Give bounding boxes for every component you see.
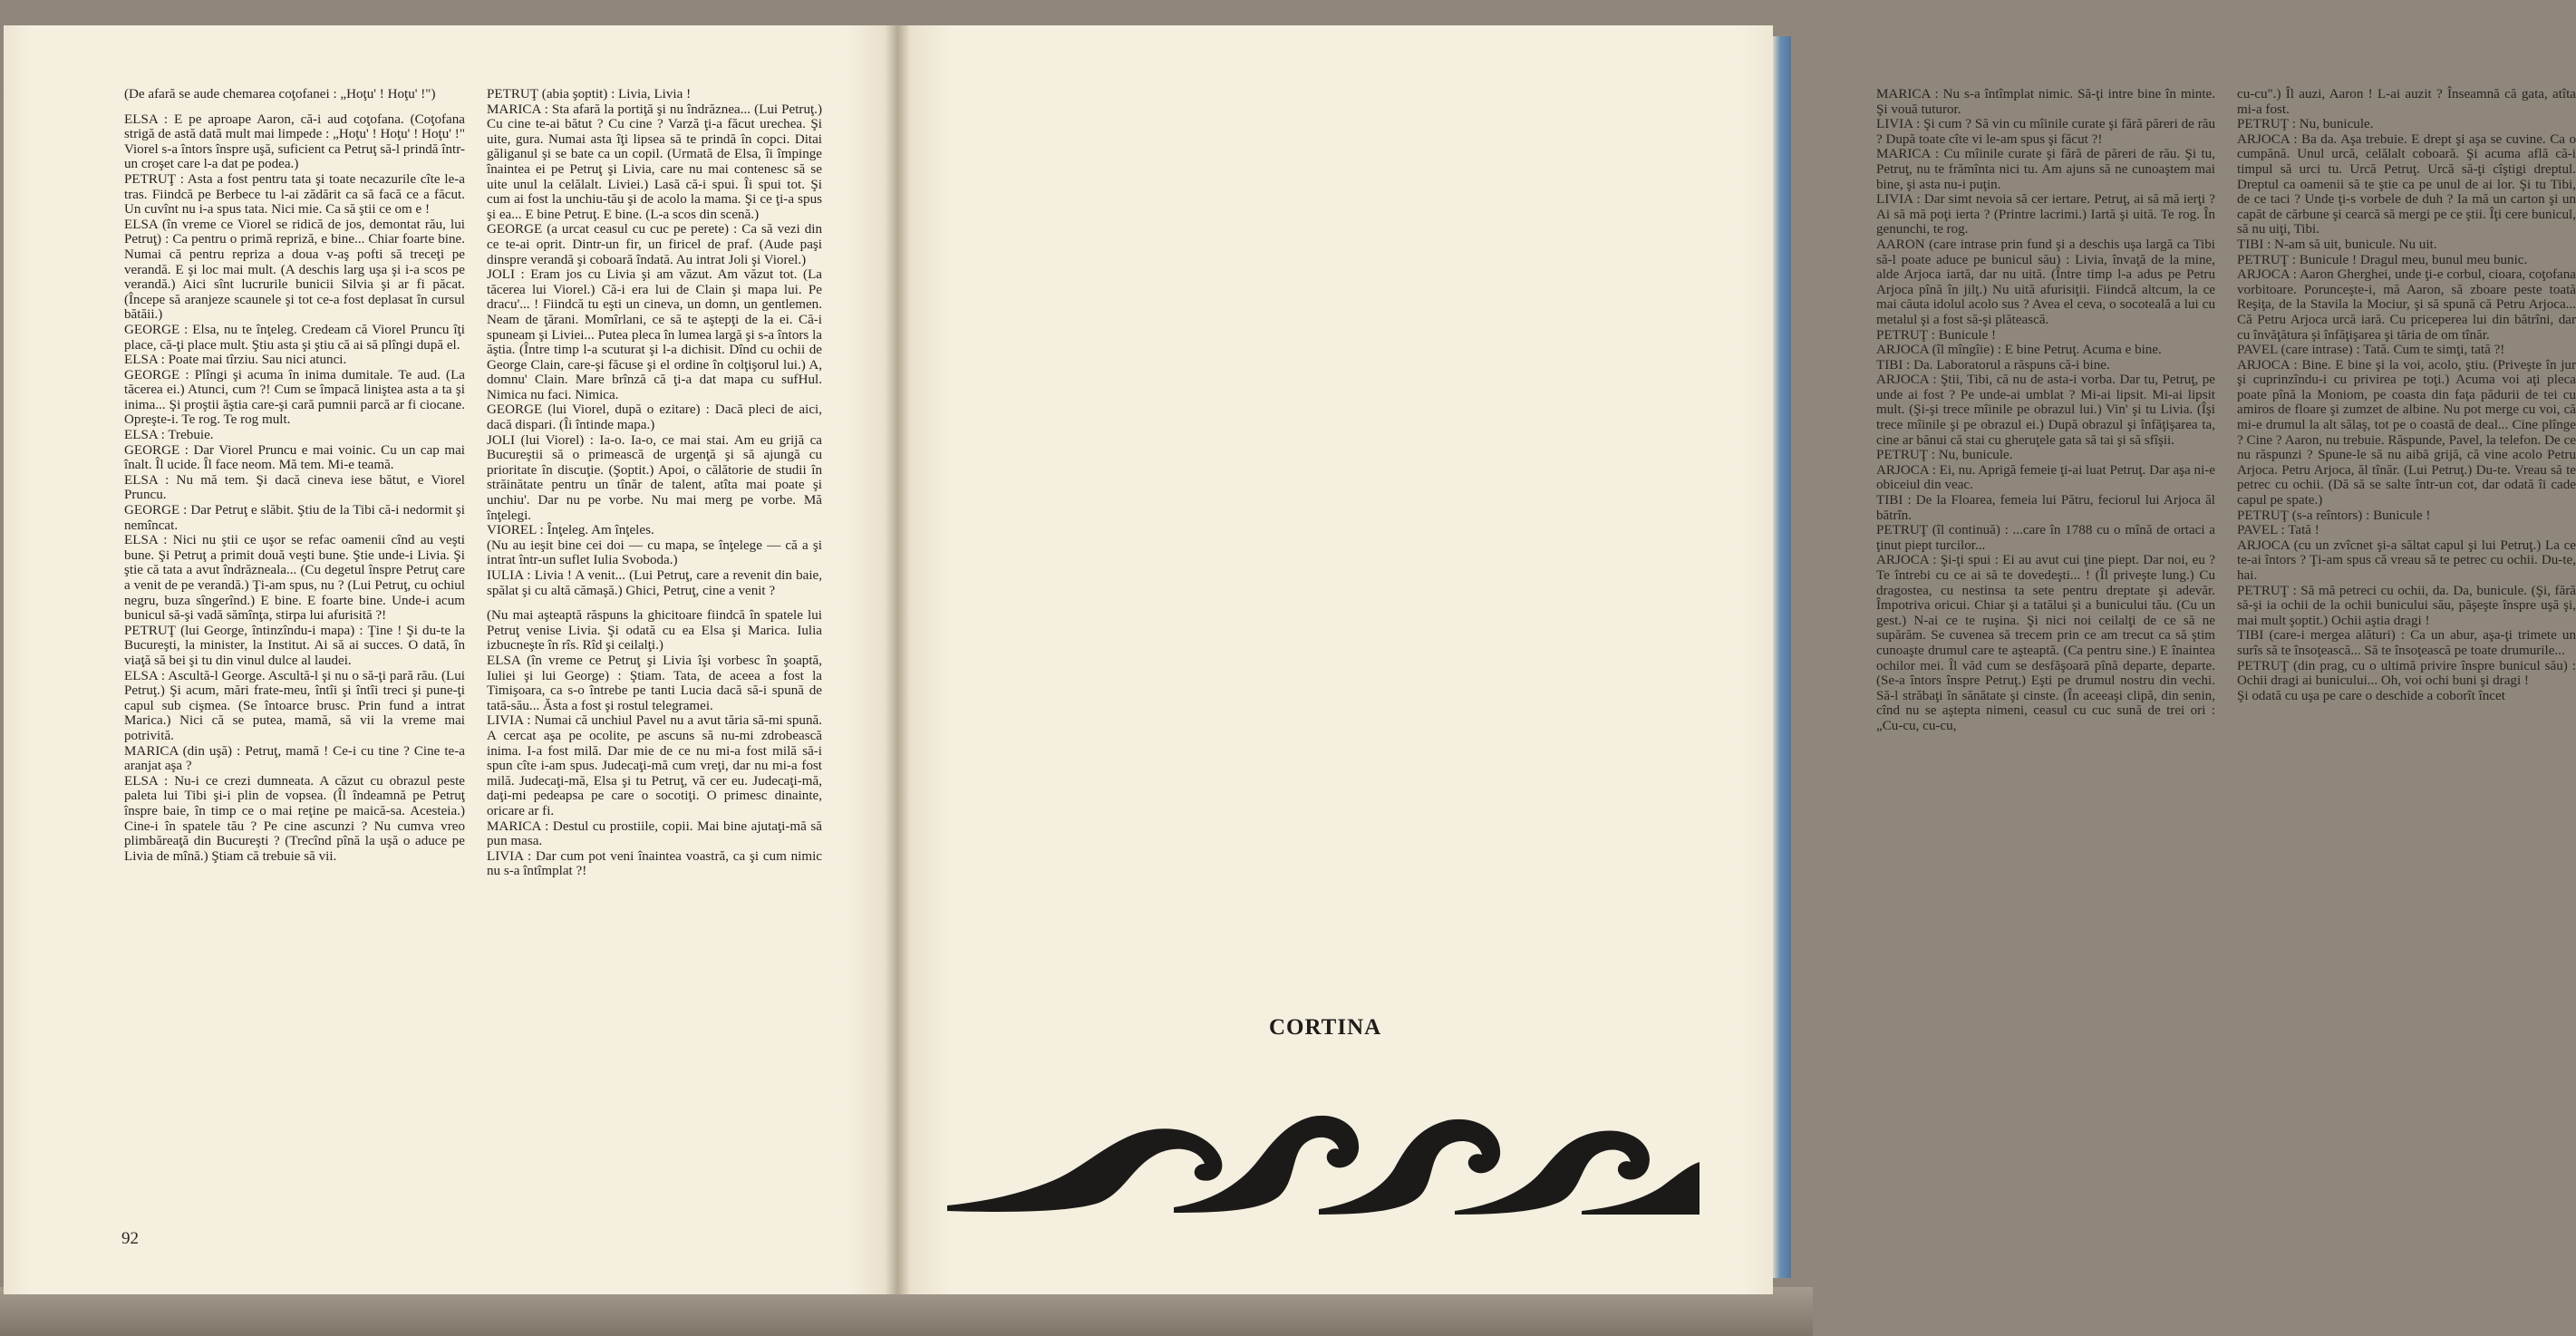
- dialogue-paragraph: PAVEL (care intrase) : Tată. Cum te simţi, tată ?!: [2237, 343, 2505, 358]
- dialogue-paragraph: TIBI : N-am să uit, bunicule. Nu uit.: [2237, 237, 2437, 252]
- left-page-column-1: [124, 87, 465, 864]
- dialogue-paragraph: GEORGE : Dar Petruţ e slăbit. Ştiu de la Tibi că-i nedormit şi nemîncat.: [124, 503, 465, 533]
- dialogue-paragraph: GEORGE : Elsa, nu te înţeleg. Credeam că Viorel Pruncu îţi place, că-ţi place mult. Ştiu asta şi ştiu că ai să plîngi după el.: [124, 322, 465, 353]
- dialogue-paragraph: ELSA : Trebuie.: [124, 428, 214, 443]
- dialogue-paragraph: PAVEL : Tată !: [2237, 523, 2319, 538]
- dialogue-paragraph: ELSA : Ascultă-l George. Ascultă-l şi nu o să-ţi pară rău. (Lui Petruţ.) Şi acum, mări frate-meu, întîi şi întîi treci şi pune-ţi capul sub cişmea. (Se întoarce brusc. Prin fund a intrat Marica.) Nici că se putea, mamă, să vii la vreme mai potrivită.: [124, 668, 465, 743]
- dialogue-paragraph: GEORGE (lui Viorel, după o ezitare) : Dacă pleci de aici, dacă dispari. (Îi întinde mapa.): [487, 402, 822, 433]
- left-page-column-2: [487, 87, 822, 879]
- wave-ornament: [947, 1108, 1700, 1215]
- right-page-column-1: [1876, 87, 2215, 734]
- dialogue-paragraph: ARJOCA : Ştii, Tibi, că nu de asta-i vorba. Dar tu, Petruţ, pe unde ai fost ? Pe unde-ai umblat ? Mi-ai lipsit. Mi-ai lipsit mult. (Şi-şi trece mîinile pe obrazul lui.) Vin' şi tu Livia. (Îşi trece mîinile şi pe obrazul ei.) După obrazul şi înfăţişarea ta, cine ar bănui că stai cu gheruţele gata să tai şi să sfîşii.: [1876, 373, 2215, 448]
- dialogue-paragraph: PETRUŢ (îl continuă) : ...care în 1788 cu o mînă de ortaci a ţinut piept turcilor...: [1876, 523, 2215, 553]
- dialogue-paragraph: TIBI (care-i mergea alături) : Ca un abur, aşa-ţi trimete un surîs să te însoţească... Să te însoţească pe toate drumurile...: [2237, 628, 2576, 658]
- dialogue-paragraph: MARICA : Nu s-a întîmplat nimic. Să-ţi intre bine în minte. Şi vouă tuturor.: [1876, 87, 2215, 117]
- dialogue-paragraph: ELSA : Nici nu ştii ce uşor se refac oamenii cînd au veşti bune. Şi Petruţ a primit două veşti bune. Ştie unde-i Livia. Şi ştie că tata a avut îndrăzneala... (Cu degetul înspre Petruţ care a venit de pe verandă.) Ţi-am spus, nu ? (Lui Petruţ, cu ochiul negru, buza sîngerînd.) E bine. E foarte bine. Unde-i acum bunicul să-şi vadă sămînţa, stirpa lui afurisită ?!: [124, 533, 465, 624]
- dialogue-paragraph: ARJOCA (îl mîngîie) : E bine Petruţ. Acuma e bine.: [1876, 343, 2162, 358]
- dialogue-paragraph: TIBI : Da. Laboratorul a răspuns că-i bine.: [1876, 357, 2110, 373]
- dialogue-paragraph: LIVIA : Dar cum pot veni înaintea voastră, ca şi cum nimic nu s-a întîmplat ?!: [487, 848, 822, 879]
- dialogue-paragraph: IULIA : Livia ! A venit... (Lui Petruţ, care a revenit din baie, spălat şi cu altă cămaşă.) Ghici, Petruţ, cine a venit ?: [487, 568, 822, 598]
- dialogue-paragraph: (De afară se aude chemarea coţofanei : „Hoţu' ! Hoţu' !"): [124, 87, 436, 102]
- dialogue-paragraph: PETRUŢ : Bunicule !: [1876, 327, 1997, 343]
- dialogue-paragraph: ARJOCA : Aaron Gherghei, unde ţi-e corbul, cioara, coţofana vorbitoare. Porunceşte-i, mă Aaron, să zboare peste toată Reşiţa, de la Stavila la Mociur, şi să spună că Petru Arjoca... Că Petru Arjoca urcă iară. Cu priceperea lui din bătrîni, dar cu învăţătura şi înfăţişarea şi tăria de om tînăr.: [2237, 267, 2576, 343]
- dialogue-paragraph: ARJOCA (cu un zvîcnet şi-a săltat capul şi lui Petruţ.) La ce te-ai întors ? Ţi-am spus că vreau să te petrec cu ochii. Du-te, hai.: [2237, 537, 2576, 583]
- dialogue-paragraph: ARJOCA : Ei, nu. Aprigă femeie ţi-ai luat Petruţ. Dar aşa ni-e obiceiul din veac.: [1876, 462, 2215, 493]
- left-page: [4, 25, 897, 1294]
- dialogue-paragraph: (Nu au ieşit bine cei doi — cu mapa, se înţelege — că a şi intrat într-un suflet Iulia Svoboda.): [487, 537, 822, 568]
- dialogue-paragraph: AARON (care intrase prin fund şi a deschis uşa largă ca Tibi să-l poate aduce pe bunicul său) : Livia, învaţă de la mine, alde Arjoca iartă, dar nu uită. (Între timp l-a adus pe Petru Arjoca pînă în jilţ.) Nu uită afurisiţii. Fiindcă altcum, la ce mai căuta idolul acolo sus ? Avea el ceva, o socoteală a lui cu metalul şi a fost să-şi plătească.: [1876, 237, 2215, 327]
- dialogue-paragraph: PETRUŢ : Nu, bunicule.: [1876, 448, 2013, 463]
- dialogue-paragraph: ELSA : Nu mă tem. Şi dacă cineva iese bătut, e Viorel Pruncu.: [124, 472, 465, 503]
- dialogue-paragraph: PETRUŢ : Bunicule ! Dragul meu, bunul meu bunic.: [2237, 252, 2528, 267]
- dialogue-paragraph: PETRUŢ : Să mă petreci cu ochii, da. Da, bunicule. (Şi, fără să-şi ia ochii de la ochii bunicului său, păşeşte înspre uşă şi, mai mult şoptit.) Ochii aştia dragi !: [2237, 583, 2576, 628]
- dialogue-paragraph: ELSA (în vreme ce Viorel se ridică de jos, demontat rău, lui Petruţ) : Ca pentru o primă repriză, e bine... Chiar foarte bine. Numai că pentru repriza a doua v-aş pofti să treceţi pe verandă. E şi loc mai mult. (A deschis larg uşa şi i-a scos pe verandă.) Aici sînt lucrurile bunicii Silvia şi ar fi păcat. (Începe să aranjeze scaunele şi tot ce-a fost deplasat în cursul bătăii.): [124, 217, 465, 323]
- dialogue-paragraph: cu-cu".) Îl auzi, Aaron ! L-ai auzit ? Înseamnă că gata, atîta mi-a fost.: [2237, 87, 2576, 117]
- dialogue-paragraph: PETRUŢ (s-a reîntors) : Bunicule !: [2237, 508, 2431, 523]
- dialogue-paragraph: Şi odată cu uşa pe care o deschide a coborît încet: [2237, 688, 2505, 703]
- dialogue-paragraph: (Nu mai aşteaptă răspuns la ghicitoare fiindcă în spatele lui Petruţ venise Livia. Şi odată cu ea Elsa şi Marica. Iulia izbucneşte în rîs. Rîd şi ceilalţi.): [487, 608, 822, 653]
- dialogue-paragraph: PETRUŢ (abia şoptit) : Livia, Livia !: [487, 87, 692, 102]
- dialogue-paragraph: PETRUŢ (din prag, cu o ultimă privire înspre bunicul său) : Ochii dragi ai bunicului... Oh, voi ochi buni şi dragi !: [2237, 658, 2576, 689]
- dialogue-paragraph: PETRUŢ : Nu, bunicule.: [2237, 117, 2374, 132]
- dialogue-paragraph: ELSA (în vreme ce Petruţ şi Livia îşi vorbesc în şoaptă, Iuliei şi lui George) : Ştiam. Tata, de aceea a fost la Timişoara, ca s-o întrebe pe tanti Lucia dacă să-i spună de tată-său... Ăsta a fost şi rostul telegramei.: [487, 653, 822, 713]
- cortina-heading: CORTINA: [1269, 1015, 1382, 1040]
- dialogue-paragraph: PETRUŢ : Asta a fost pentru tata şi toate necazurile cîte le-a tras. Fiindcă pe Berbece tu l-ai zădărit ca să facă ce a făcut. Un cuvînt nu i-a spus tata. Nici mie. Ca să ştii ce om e !: [124, 171, 465, 218]
- dialogue-paragraph: MARICA : Cu mîinile curate şi fără de păreri de rău. Şi tu, Petruţ, nu te frămînta nici tu. Am ajuns să ne cunoaştem mai bine, şi asta nu-i puţin.: [1876, 147, 2215, 192]
- dialogue-paragraph: LIVIA : Dar simt nevoia să cer iertare. Petruţ, ai să mă ierţi ? Ai să mă poţi ierta ? (Printre lacrimi.) Iartă şi uită. Te rog. În genunchi, te rog.: [1876, 192, 2215, 237]
- page-edge-blue: [1773, 36, 1791, 1278]
- dialogue-paragraph: GEORGE : Dar Viorel Pruncu e mai voinic. Cu un cap mai înalt. Îl ucide. Îl face neom. Mă tem. Mi-e teamă.: [124, 442, 465, 473]
- right-page-column-2: [2237, 87, 2576, 703]
- dialogue-paragraph: VIOREL : Înţeleg. Am înţeles.: [487, 523, 654, 538]
- dialogue-paragraph: GEORGE (a urcat ceasul cu cuc pe perete) : Ca să vezi din ce te-ai oprit. Dintr-un fir, un firicel de praf. (Aude paşi dinspre verandă şi coboară îndată. Au intrat Joli şi Viorel.): [487, 222, 822, 267]
- dialogue-paragraph: MARICA (din uşă) : Petruţ, mamă ! Ce-i cu tine ? Cine te-a aranjat aşa ?: [124, 743, 465, 774]
- dialogue-paragraph: ELSA : Nu-i ce crezi dumneata. A căzut cu obrazul peste paleta lui Tibi şi-i plin de vopsea. (Îl îndeamnă pe Petruţ înspre baie, în timp ce o mai reţine pe maică-sa. Acesteia.) Cine-i în spatele tău ? Pe cine ascunzi ? Nu cumva vreo plimbăreaţă din Bucureşti ? (Trecînd pînă la uşă o aduce pe Livia de mînă.) Ştiam că trebuie să vii.: [124, 773, 465, 864]
- dialogue-paragraph: ARJOCA : Şi-ţi spui : Ei au avut cui ţine piept. Dar noi, eu ? Te întrebi cu ce ai să te dovedeşti... ! (Îl priveşte lung.) Cu dragostea, cu nestinsa ta sete pentru dreptate şi adevăr. Împotriva oricui. Chiar şi a tatălui şi a bunicului tău. (Cu un gest.) N-ai ce te ruşina. Şi nici noi ceilalţi de ce să ne supărăm. Se cuvenea să trecem prin ce am trecut ca să ştim cunoaşte drumul care te aşteaptă. (Ca pentru sine.) E înaintea ochilor mei. Îl văd cum se desfăşoară pînă departe, departe. (Se-a întors înspre Petruţ.) Eşti pe drumul nostru din vechi. Să-l străbaţi în sănătate şi cinste. (În aceeaşi clipă, din senin, cînd nu se aştepta nimeni, ceasul cu cuc sună de trei ori : „Cu-cu, cu-cu,: [1876, 553, 2215, 733]
- dialogue-paragraph: MARICA : Destul cu prostiile, copii. Mai bine ajutaţi-mă să pun masa.: [487, 818, 822, 849]
- dialogue-paragraph: TIBI : De la Floarea, femeia lui Pătru, feciorul lui Arjoca ăl bătrîn.: [1876, 493, 2215, 523]
- dialogue-paragraph: GEORGE : Plîngi şi acuma în inima dumitale. Te aud. (La tăcerea ei.) Atunci, cum ?! Cum se împacă liniştea asta a ta şi inima... Şi proştii ăştia care-şi cară pumnii parcă ar fi ciocane. Opreşte-i. Te rog. Te rog mult.: [124, 367, 465, 428]
- dialogue-paragraph: ELSA : E pe aproape Aaron, că-i aud coţofana. (Coţofana strigă de astă dată mult mai limpede : „Hoţu' ! Hoţu' ! Hoţu' !" Viorel s-a întors înspre uşă, suficient ca Petruţ să-l prindă într-un croşet care l-a dat pe podea.): [124, 111, 465, 172]
- page-number: 92: [121, 1229, 139, 1248]
- dialogue-paragraph: LIVIA : Numai că unchiul Pavel nu a avut tăria să-mi spună. A cercat aşa pe ocolite, pe ascuns să nu-mi zdrobească inima. I-a fost milă. Dar mie de ce nu mi-a fost milă să-i spun cîte i-am spus. Judecaţi-mă cum vreţi, dar nu mi-a fost milă. Judecaţi-mă, Elsa şi tu Petruţ, vă cer eu. Judecaţi-mă, daţi-mi pedeapsa pe care o socotiţi. O primesc dinainte, oricare ar fi.: [487, 713, 822, 818]
- cover-edge: [1791, 27, 1813, 1287]
- dialogue-paragraph: ARJOCA : Ba da. Aşa trebuie. E drept şi aşa se cuvine. Ca o cumpănă. Unul urcă, celălalt coboară. Şi acuma află că-i timpul să urci tu. Urcă Petruţ. Urcă să-ţi cîştigi dreptul. Dreptul ca oamenii să te ştie ca pe unul de ai lor. Şi tu Tibi, de ce taci ? Unde ţi-s vorbele de duh ? Ia mă un carton şi un capăt de cărbune şi cearcă să mergi pe ce ştii. Îţi cere bunicul, să nu uiţi, Tibi.: [2237, 131, 2576, 237]
- dialogue-paragraph: JOLI (lui Viorel) : Ia-o. Ia-o, ce mai stai. Am eu grijă ca Bucureştii să o primească de urgenţă şi să ajungă cu prioritate în discuţie. (Şoptit.) Apoi, o călătorie de studii în străinătate pentru un tînăr de talent, atîta mai poate şi unchiu'. Dar nu pe vorbe. Nu mai merg pe vorbe. Mă înţelegi.: [487, 432, 822, 523]
- book-cover-bottom: [0, 1287, 1813, 1336]
- dialogue-paragraph: ARJOCA : Bine. E bine şi la voi, acolo, ştiu. (Priveşte în jur şi cuprinzîndu-i cu privirea pe toţi.) Acuma voi aţi pleca poate pînă la Moniom, pe coasta din faţa pădurii de tei cu amiros de floare şi zumzet de albine. Nu pot merge cu voi, că mi-e drumul la alt sălaş, tot pe o coastă de deal... Cine plînge ? Cine ? Aaron, nu trebuie. Răspunde, Pavel, la telefon. De ce nu răspunzi ? Spune-le să nu aibă grijă, că vine acolo Petru Arjoca. Petru Arjoca, ăl tînăr. (Lui Petruţ.) Du-te. Vreau să te petrec cu ochii. (Dă să se salte într-un cot, dar odată îi cade capul pe spate.): [2237, 357, 2576, 508]
- dialogue-paragraph: JOLI : Eram jos cu Livia şi am văzut. Am văzut tot. (La tăcerea lui Viorel.) Că-i era lui de Clain şi mapa lui. Pe dracu'... ! Fiindcă tu eşti un cineva, un domn, un gentlemen. Neam de ţărani. Momîrlani, ce să te aştepţi de la ei. Că-i spuneam şi Liviei... Putea pleca în lumea largă şi s-a întors la ăştia. (Între timp l-a scuturat şi l-a dichisit. Dînd cu ochii de George Clain, care-şi făcuse şi el ordine în colţişorul lui.) A, domnu' Clain. Mare brînză că ţi-a dat mapa cu sufHul. Nimica nu faci. Nimica.: [487, 267, 822, 402]
- dialogue-paragraph: LIVIA : Şi cum ? Să vin cu mîinile curate şi fără păreri de rău ? După toate cîte vi le-am spus şi făcut ?!: [1876, 117, 2215, 147]
- book-gutter: [885, 25, 910, 1294]
- dialogue-paragraph: PETRUŢ (lui George, întinzîndu-i mapa) : Ţine ! Şi du-te la Bucureşti, la minister, la Institut. Ai să ai succes. O dată, în viaţă să bei şi tu din vinul dulce al laudei.: [124, 623, 465, 668]
- right-page: [897, 25, 2576, 1294]
- dialogue-paragraph: MARICA : Sta afară la portiţă şi nu îndrăznea... (Lui Petruţ.) Cu cine te-ai bătut ? Cu cine ? Varză ţi-a făcut urechea. Şi uite, gura. Numai asta îţi lipsea să te prindă în copci. Ditai găliganul şi se bate ca un copil. (Urmată de Elsa, îi împinge înaintea ei pe Petruţ şi Livia, care nu mai contenesc să se uite unul la celălalt. Liviei.) Lasă că-i spui. Îi spui tot. Şi cum ai fost la unchiu-tău şi de acolo la mama. Şi ce ţi-a spus şi ea... E bine Petruţ. E bine. (L-a scos din scenă.): [487, 102, 822, 222]
- dialogue-paragraph: ELSA : Poate mai tîrziu. Sau nici atunci.: [124, 353, 347, 368]
